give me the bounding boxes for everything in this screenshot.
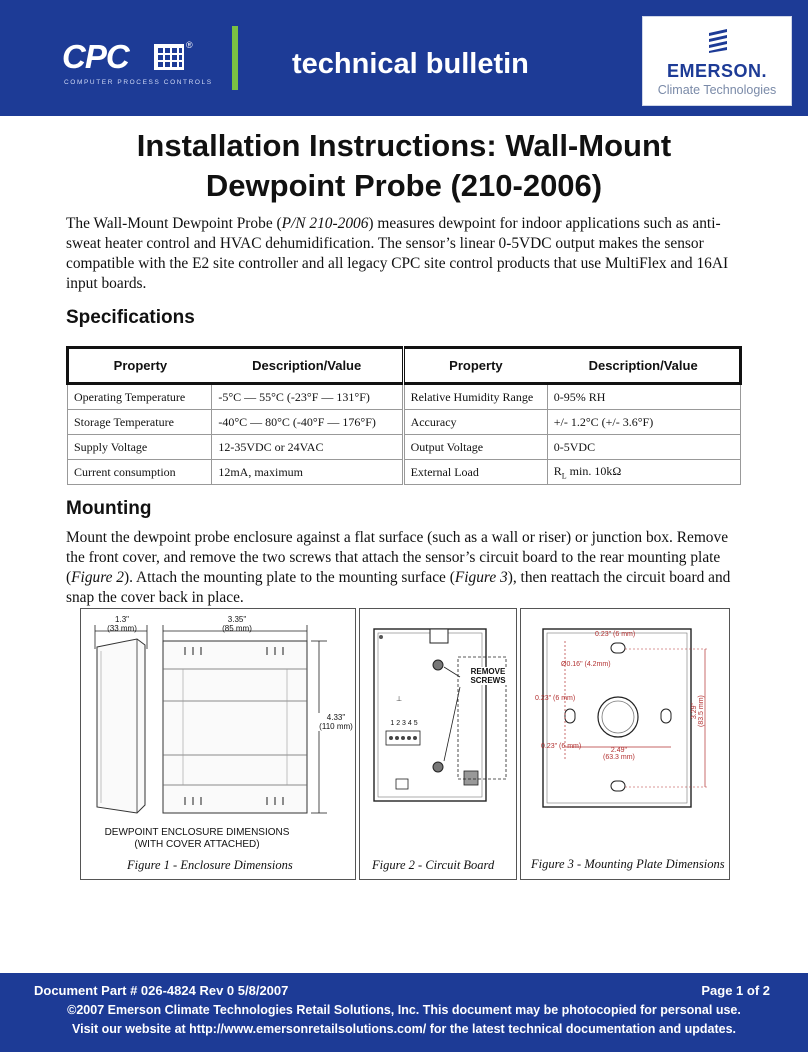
dim-width-in: 1.3" bbox=[115, 615, 129, 624]
part-number: P/N 210-2006 bbox=[281, 215, 369, 232]
load-symbol: R bbox=[553, 463, 562, 478]
table-cell: -5°C — 55°C (-23°F — 131°F) bbox=[212, 384, 403, 410]
dim-bottom-offset: 0.23" (6 mm) bbox=[541, 743, 582, 750]
table-row bbox=[68, 384, 741, 410]
bulletin-title: technical bulletin bbox=[292, 48, 529, 80]
table-header-row bbox=[68, 348, 741, 384]
dim-width-mm: (33 mm) bbox=[107, 624, 137, 633]
table-cell: Relative Humidity Range bbox=[403, 384, 547, 410]
enclosure-caption-line-2: (WITH COVER ATTACHED) bbox=[134, 839, 260, 850]
dimension-label bbox=[97, 615, 147, 633]
dim-height-mm: (110 mm) bbox=[319, 722, 353, 731]
dim-horizontal-mm: (63.3 mm) bbox=[603, 754, 635, 761]
mounting-heading: Mounting bbox=[66, 498, 152, 519]
table-cell: Supply Voltage bbox=[68, 435, 212, 460]
table-row bbox=[68, 435, 741, 460]
emerson-subtitle: Climate Technologies bbox=[657, 83, 777, 97]
cpc-logo-text: CPC bbox=[62, 38, 129, 75]
figure-2-circuit-board bbox=[359, 608, 517, 880]
screws-label: SCREWS bbox=[470, 676, 506, 685]
mounting-text-c: ), then reattach the circuit board and snap the cover back in place. bbox=[66, 569, 731, 606]
table-cell: 0-5VDC bbox=[547, 435, 740, 460]
mounting-text-b: ). Attach the mounting plate to the mounting surface ( bbox=[124, 569, 455, 586]
dim-slot-width: 0.23" (6 mm) bbox=[595, 631, 636, 638]
figure-2-reference: Figure 2 bbox=[71, 569, 125, 586]
table-cell: Output Voltage bbox=[403, 435, 547, 460]
figure-3-mounting-plate bbox=[520, 608, 730, 880]
table-cell: -40°C — 80°C (-40°F — 176°F) bbox=[212, 410, 403, 435]
dim-horizontal-in: 2.49" bbox=[610, 747, 627, 754]
document-part-number: Document Part # 026-4824 Rev 0 5/8/2007 bbox=[34, 983, 289, 998]
emerson-mark-icon bbox=[707, 27, 729, 53]
column-header: Property bbox=[68, 348, 212, 384]
table-cell: 0-95% RH bbox=[547, 384, 740, 410]
dim-height-in: 4.33" bbox=[326, 713, 346, 722]
dimension-label bbox=[209, 615, 265, 633]
table-cell: Current consumption bbox=[68, 460, 212, 485]
dim-length-in: 3.35" bbox=[227, 615, 247, 624]
figure-1-caption: Figure 1 - Enclosure Dimensions bbox=[127, 858, 293, 872]
dim-vertical-span bbox=[691, 695, 705, 727]
dim-vertical-mm: (83.5 mm) bbox=[698, 695, 705, 727]
title-line-1: Installation Instructions: Wall-Mount bbox=[136, 128, 672, 163]
intro-text-a: The Wall-Mount Dewpoint Probe ( bbox=[66, 215, 282, 232]
figure-3-reference: Figure 3 bbox=[454, 569, 508, 586]
dim-hole-diameter: Ø0.16" (4.2mm) bbox=[561, 661, 611, 668]
title-line-2: Dewpoint Probe (210-2006) bbox=[205, 168, 603, 203]
table-row bbox=[68, 410, 741, 435]
specifications-table bbox=[66, 346, 742, 485]
cpc-logo bbox=[62, 38, 213, 90]
figure-1-enclosure bbox=[80, 608, 356, 880]
intro-text-b: ) measures dewpoint for indoor applications such as anti-sweat heater control and HVAC dehumidification. The sensor’s linear 0-5VDC output makes the sensor compatible with the E2 site controller and all legacy CPC site control products that use MultiFlex and 16AI input boards. bbox=[66, 215, 729, 292]
copyright-notice: ©2007 Emerson Climate Technologies Retail Solutions, Inc. This document may be photocopied for personal use. bbox=[67, 1003, 741, 1017]
table-cell: Accuracy bbox=[403, 410, 547, 435]
specifications-heading: Specifications bbox=[66, 307, 195, 328]
cpc-grid-icon bbox=[154, 44, 184, 70]
dim-vertical-in: 3.29" bbox=[691, 703, 698, 720]
figure-2-caption: Figure 2 - Circuit Board bbox=[372, 858, 495, 872]
enclosure-caption-line-1: DEWPOINT ENCLOSURE DIMENSIONS bbox=[104, 827, 290, 838]
table-cell: Operating Temperature bbox=[68, 384, 212, 410]
table-cell: External Load bbox=[403, 460, 547, 485]
registered-mark: ® bbox=[186, 40, 193, 50]
table-cell: +/- 1.2°C (+/- 3.6°F) bbox=[547, 410, 740, 435]
mounting-text-a: Mount the dewpoint probe enclosure against a flat surface (such as a wall or riser) or junction box. Remove the front cover, and remove the two screws that attach the sensor’s circuit board to the rear mounting plate ( bbox=[66, 529, 729, 586]
circuit-board-drawing bbox=[360, 609, 516, 879]
dim-horizontal-span bbox=[603, 747, 635, 761]
column-header: Description/Value bbox=[547, 348, 740, 384]
table-row bbox=[68, 460, 741, 485]
figure-3-caption: Figure 3 - Mounting Plate Dimensions bbox=[531, 857, 725, 871]
cpc-tagline: COMPUTER PROCESS CONTROLS bbox=[64, 79, 213, 86]
column-header: Property bbox=[403, 348, 547, 384]
enclosure-caption bbox=[81, 827, 313, 851]
remove-label: REMOVE bbox=[470, 667, 506, 676]
table-cell bbox=[547, 460, 740, 485]
column-header: Description/Value bbox=[212, 348, 403, 384]
table-cell: 12mA, maximum bbox=[212, 460, 403, 485]
website-notice: Visit our website at http://www.emersonretailsolutions.com/ for the latest technical documentation and updates. bbox=[72, 1022, 736, 1036]
page-title bbox=[40, 126, 768, 206]
dimension-label bbox=[317, 713, 355, 731]
table-cell: Storage Temperature bbox=[68, 410, 212, 435]
intro-paragraph bbox=[66, 214, 746, 294]
emerson-name: EMERSON. bbox=[666, 61, 767, 81]
svg-text:⊥: ⊥ bbox=[396, 696, 403, 703]
page-number: Page 1 of 2 bbox=[701, 983, 770, 998]
dim-length-mm: (85 mm) bbox=[222, 624, 252, 633]
remove-screws-label bbox=[468, 667, 508, 685]
mounting-paragraph bbox=[66, 528, 746, 608]
emerson-logo bbox=[642, 16, 792, 106]
dim-side-slot: 0.23" (6 mm) bbox=[535, 695, 576, 702]
divider-bar bbox=[232, 26, 238, 90]
footer-banner bbox=[0, 973, 808, 1052]
load-value: min. 10kΩ bbox=[566, 463, 622, 478]
terminal-numbers: 1 2 3 4 5 bbox=[390, 720, 418, 727]
load-subscript: L bbox=[561, 471, 567, 481]
header-banner bbox=[0, 0, 808, 116]
table-cell: 12-35VDC or 24VAC bbox=[212, 435, 403, 460]
